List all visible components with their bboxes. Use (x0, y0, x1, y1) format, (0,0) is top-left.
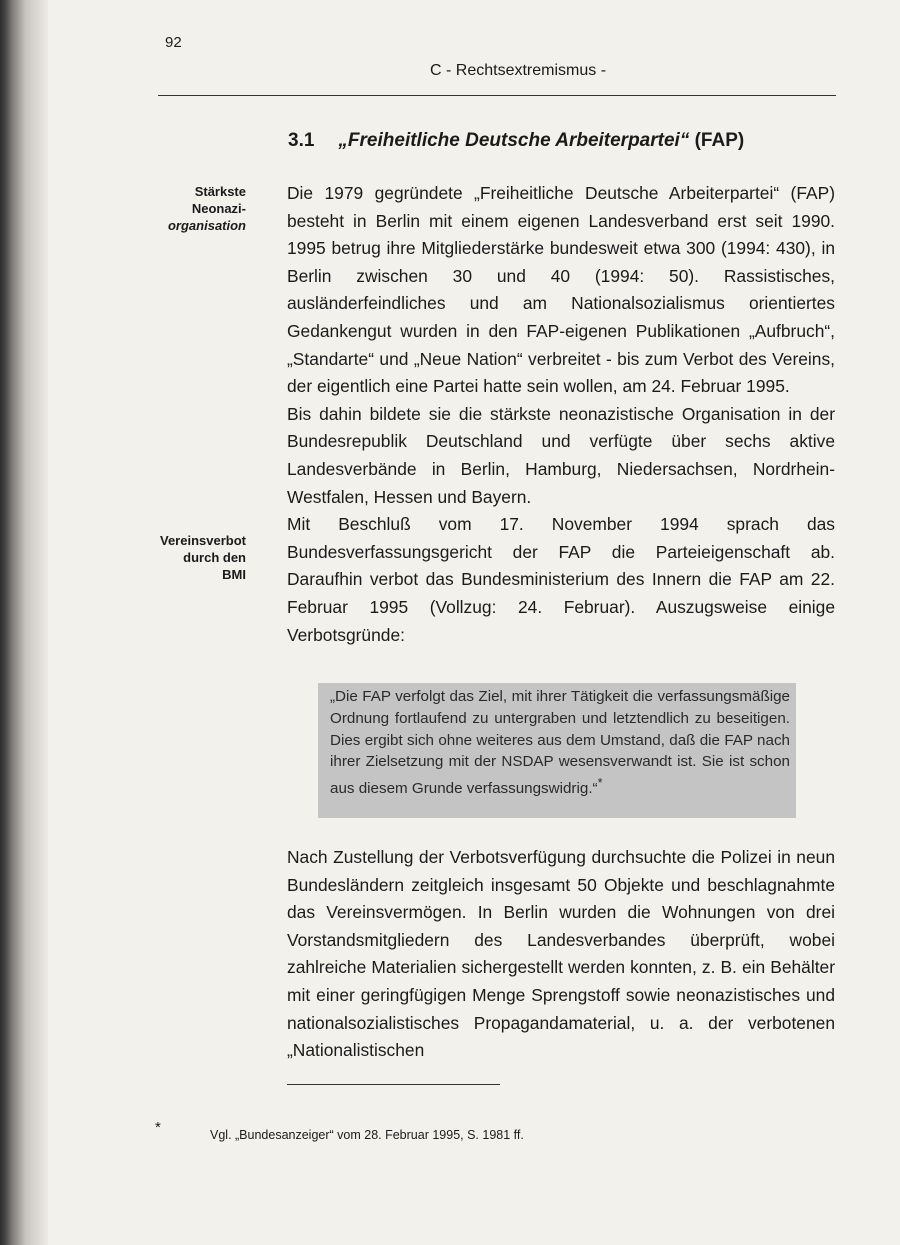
margin-note-vereinsverbot (160, 532, 246, 583)
margin-note-line: Vereinsverbot (160, 533, 246, 548)
margin-note-line: Stärkste (194, 184, 246, 199)
header-rule (158, 95, 836, 96)
margin-note-line: durch den (183, 550, 246, 565)
section-heading (288, 130, 744, 152)
book-spine-shadow (0, 0, 48, 1245)
footnote-text: Vgl. „Bundesanzeiger“ vom 28. Februar 1995, S. 1981 ff. (210, 1128, 524, 1142)
paragraph: Bis dahin bildete sie die stärkste neonazistische Organisation in der Bundesrepublik Deutschland und verfügte über sechs aktive Landesverbände in Berlin, Hamburg, Niedersachsen, Nordrhein-Westfalen, Hessen und Bayern. (287, 403, 835, 507)
margin-note-staerkste-neonazi-organisation (168, 183, 246, 234)
footnote-rule (287, 1084, 500, 1085)
page-number: 92 (165, 34, 182, 51)
margin-note-line: organisation (167, 218, 246, 233)
margin-note-line: BMI (222, 567, 246, 582)
block-quote (330, 686, 790, 800)
section-number: 3.1 (288, 130, 315, 151)
paragraph: Nach Zustellung der Verbotsverfügung durchsuchte die Polizei in neun Bundesländern zeitgleich insgesamt 50 Objekte und beschlagnahmte das Vereinsvermögen. In Berlin wurden die Wohnungen von drei Vorstandsmitgliedern des Landesverbandes überprüft, wobei zahlreiche Materialien sichergestellt werden konnten, z. B. ein Behälter mit einer geringfügigen Menge Sprengstoff sowie neonazistisches und nationalsozialistisches Propagandamaterial, u. a. der verbotenen „Nationalistischen (287, 847, 835, 1061)
quote-text: „Die FAP verfolgt das Ziel, mit ihrer Tätigkeit die verfassungsmäßige Ordnung fortlaufend zu untergraben und letztendlich zu beseitigen. Dies ergibt sich ohne weiteres aus dem Umstand, daß die FAP nach ihrer Zielsetzung mit der NSDAP wesensverwandt ist. Sie ist schon aus diesem Grunde verfassungswidrig.“ (330, 688, 790, 798)
section-abbreviation: (FAP) (694, 130, 745, 151)
footnote-reference: * (597, 776, 603, 791)
running-head: C - Rechtsextremismus - (430, 62, 607, 79)
section-title: „Freiheitliche Deutsche Arbeiterpartei“ (338, 130, 690, 151)
paragraph: Die 1979 gegründete „Freiheitliche Deutsche Arbeiterpartei“ (FAP) besteht in Berlin mit einem eigenen Landesverband erst seit 1990. 1995 betrug ihre Mitgliederstärke bundesweit etwa 300 (1994: 430), in Berlin zwischen 30 und 40 (1994: 50). Rassistisches, ausländerfeindliches und am Nationalsozialismus orientiertes Gedankengut wurden in den FAP-eigenen Publikationen „Aufbruch“, „Standarte“ und „Neue Nation“ verbreitet - bis zum Verbot des Vereins, der eigentlich eine Partei hatte sein wollen, am 24. Februar 1995. (287, 183, 835, 397)
paragraph: Mit Beschluß vom 17. November 1994 sprach das Bundesverfassungsgericht der FAP die Parteieigenschaft ab. Daraufhin verbot das Bundesministerium des Innern die FAP am 22. Februar 1995 (Vollzug: 24. Februar). Auszugsweise einige Verbotsgründe: (287, 514, 835, 645)
margin-note-line: Neonazi- (191, 201, 246, 216)
body-text-lower (287, 844, 835, 1065)
body-text-upper (287, 180, 835, 649)
footnote-marker: * (155, 1119, 161, 1136)
